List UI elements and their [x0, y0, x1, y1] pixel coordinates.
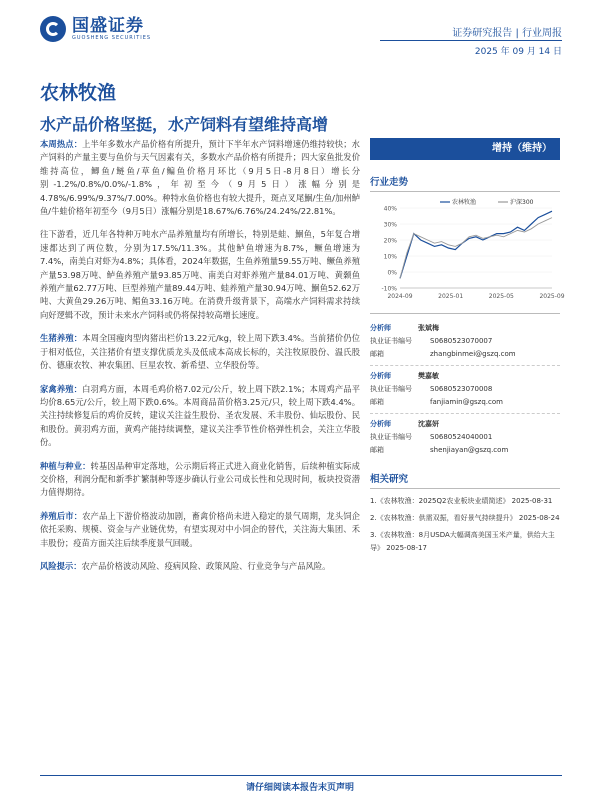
- trend-chart-svg: [370, 196, 565, 306]
- page-header: [0, 0, 600, 60]
- logo-icon: [40, 16, 66, 42]
- analyst-cert: S0680524040001: [430, 433, 493, 441]
- section-divider: [370, 191, 560, 192]
- y-tick-label: 30%: [383, 221, 397, 229]
- logo-subtext: GUOSHENG SECURITIES: [72, 35, 152, 41]
- analyst-email[interactable]: shenjiayan@gszq.com: [430, 446, 509, 454]
- analyst-block: 分析师 沈嘉妍 执业证书编号 S0680524040001 邮箱 shenjiayan@gszq.com: [370, 418, 560, 457]
- legend-label: 农林牧渔: [452, 199, 477, 206]
- footer-divider: [40, 775, 562, 776]
- analyst-name: 张斌梅: [418, 324, 439, 332]
- paragraph-downstream: 往下游看，近几年各特种万吨水产品养殖量均有所增长，特别是蛙、鮰鱼，5年复合增速都达到了两位数，分别为17.5%/11.3%。其他鲈鱼增速为8.7%，鳜鱼增速为7.4%，南美白对虾为4.8%；具体看，2024年数据，生鱼养殖量59.55万吨、鳜鱼养殖产量53.98万吨、鲈鱼养殖产量93.85万吨、南美白对虾养殖产量84.01万吨、黄颡鱼养殖产量62.77万吨、巨型养殖产量89.44万吨、蛙养殖产量30.94万吨、鮰鱼52.62万吨、大黄鱼29.26万吨、鲳鱼33.16万吨。在消费升级背景下，高端水产饲料需求持续向好逻辑不改，预计未来水产饲料或仍将保持较高增长速度。: [40, 229, 360, 320]
- analyst-email[interactable]: fanjiamin@gszq.com: [430, 398, 503, 406]
- sidebar: [370, 138, 565, 559]
- related-title: 相关研究: [370, 474, 409, 485]
- y-tick-label: 10%: [383, 253, 397, 261]
- sector-title: 农林牧渔: [40, 82, 117, 104]
- paragraph-risk: 风险提示：农产品价格波动风险、疫病风险、政策风险、行业竞争与产品风险。: [40, 560, 331, 571]
- report-type: 证券研究报告 | 行业周报: [452, 28, 562, 39]
- related-report-item[interactable]: 1.《农林牧渔：2025Q2农业板块业绩简述》 2025-08-31: [370, 497, 553, 505]
- report-title: 水产品价格坚挺，水产饲料有望维持高增: [40, 115, 329, 134]
- section-divider: [370, 488, 560, 489]
- analyst-divider: [370, 365, 560, 366]
- analyst-cert: S0680523070008: [430, 385, 493, 393]
- section-divider: [370, 313, 560, 314]
- analyst-list: [370, 322, 560, 457]
- main-content: [40, 138, 360, 583]
- company-logo: [40, 16, 151, 42]
- header-divider: [380, 40, 562, 41]
- x-tick-label: 2025-01: [438, 293, 464, 300]
- paragraph-hotspot: 本周热点：上半年多数水产品价格有所提升，预计下半年水产饲料增速仍维持较快；水产饲料的产量主要与鱼价与天气因素有关，多数水产品价格有所提升；四大家鱼批发价维持高位，鲫鱼/鲢鱼/草鱼/鳊鱼价格月环比（9月5日-8月8日）增长分别-1.2%/0.8%/0.0%/-1.8%，年初至今（9月5日）涨幅分别是4.78%/6.99%/9.37%/7.00%。种特水鱼价格也有较大提升，斑点叉尾鮰/生鱼/加州鲈鱼/牛蛙价格年初至今（9月5日）涨幅分别是18.67%/6.76%/24.24%/22.81%。: [40, 139, 360, 217]
- analyst-name: 樊嘉敏: [418, 372, 439, 380]
- analyst-block: 分析师 樊嘉敏 执业证书编号 S0680523070008 邮箱 fanjiamin@gszq.com: [370, 370, 560, 409]
- report-date: 2025 年 09 月 14 日: [474, 47, 562, 57]
- paragraph-seed: 种植与种业：转基因品种审定落地，公示期后将正式进入商业化销售，后续种植实际成交价格，利润分配和新季扩繁制种等逐步确认行业公司成长性和兑现时间，板块投资潜力值得期待。: [40, 460, 360, 498]
- y-tick-label: 20%: [383, 237, 397, 245]
- logo-text: 国盛证券: [72, 16, 144, 36]
- y-tick-label: 0%: [387, 269, 397, 277]
- y-tick-label: -10%: [381, 285, 397, 293]
- analyst-name: 沈嘉妍: [418, 420, 439, 428]
- analyst-cert: S0680523070007: [430, 337, 493, 345]
- legend-label: 沪深300: [510, 199, 534, 206]
- analyst-block: 分析师 张斌梅 执业证书编号 S0680523070007 邮箱 zhangbinmei@gszq.com: [370, 322, 560, 361]
- x-tick-label: 2024-09: [387, 293, 413, 300]
- related-report-item[interactable]: 2.《农林牧渔：供需双振，看好景气持续提升》 2025-08-24: [370, 514, 560, 522]
- x-tick-label: 2025-09: [539, 293, 565, 300]
- trend-title: 行业走势: [370, 177, 409, 188]
- analyst-email[interactable]: zhangbinmei@gszq.com: [430, 350, 516, 358]
- footer-disclaimer: 请仔细阅读本报告末页声明: [245, 783, 354, 793]
- y-tick-label: 40%: [383, 205, 397, 213]
- paragraph-feed: 养殖后市：农产品上下游价格波动加剧，畜禽价格尚未进入稳定的景气周期，龙头饲企依托采购、规模、资金与产业链优势，有望实现对中小饲企的替代，关注海大集团、禾丰股份；疫苗方面关注后续季度景气回暖。: [40, 510, 360, 548]
- x-tick-label: 2025-05: [488, 293, 514, 300]
- related-report-item[interactable]: 3.《农林牧渔：8月USDA大幅调高美国玉米产量，供给大主导》 2025-08-17: [370, 531, 555, 552]
- related-reports: [370, 495, 560, 555]
- analyst-divider: [370, 413, 560, 414]
- series-line-agri: [400, 211, 552, 278]
- paragraph-poultry: 家禽养殖：白羽鸡方面，本周毛鸡价格7.02元/公斤，较上周下跌2.1%；本周鸡产品平均价8.65元/公斤，较上周下跌0.6%。本周商品苗价格3.25元/只，较上周下跌4.4%。关注持续修复后的鸡价反转，建议关注益生股份、圣农发展、禾丰股份、仙坛股份、民和股份。黄羽鸡方面，黄鸡产能持续调整，建议关注季节性价格弹性机会，关注立华股份。: [40, 383, 360, 448]
- trend-chart: [370, 196, 565, 310]
- rating-badge: 增持（维持）: [370, 138, 560, 160]
- paragraph-hog: 生猪养殖：本周全国瘦肉型肉猪出栏价13.22元/kg，较上周下跌3.4%。当前猪价仍位于相对低位，关注猪价有望支撑优质龙头及低成本高成长标的，关注牧原股份、温氏股份、德康农牧、神农集团、巨星农牧、新希望、立华股份等。: [40, 333, 360, 371]
